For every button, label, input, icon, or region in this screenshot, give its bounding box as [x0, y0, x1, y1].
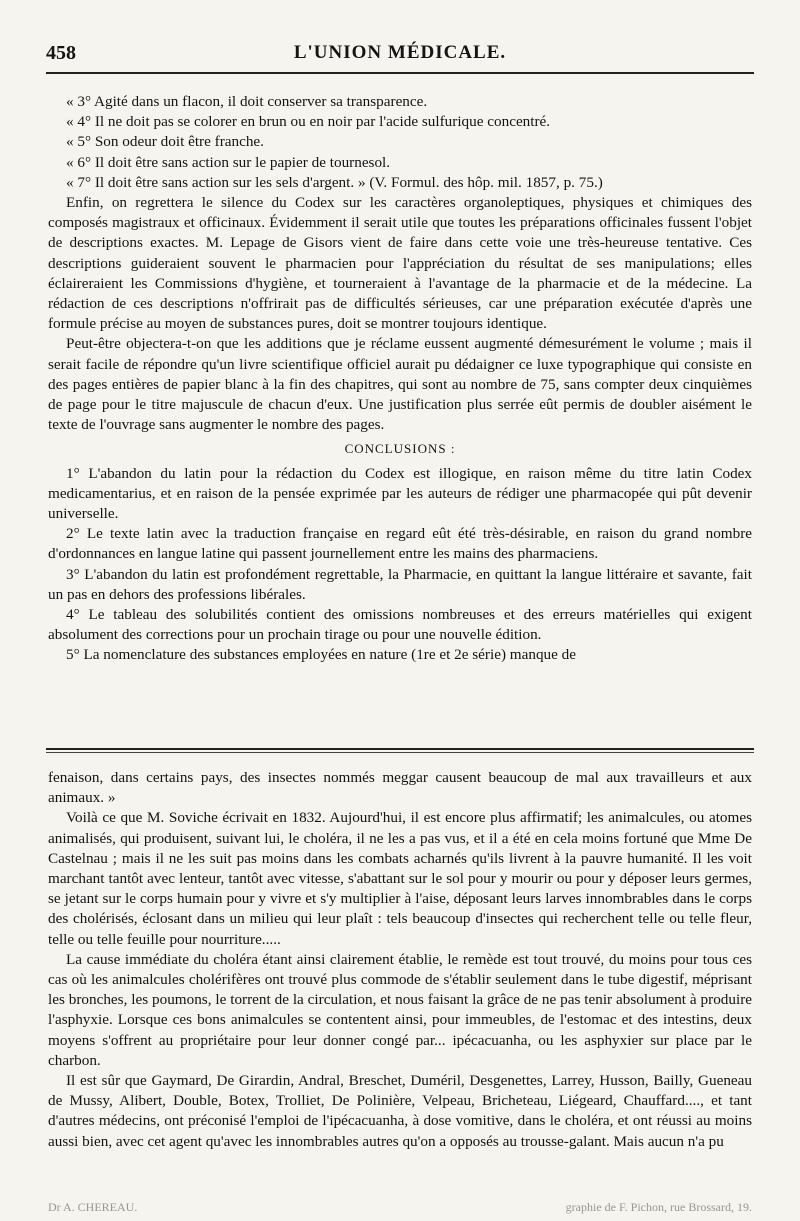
bleed-through-footer [48, 1200, 752, 1216]
feuilleton-divider-thin [46, 752, 754, 753]
feuilleton-divider [46, 748, 754, 750]
article-top-section [48, 92, 752, 738]
feuilleton-paragraph-2: Voilà ce que M. Soviche écrivait en 1832. Aujourd'hui, il est encore plus affirmatif; les animalcules, ou atomes animalisés, qui produisent, suivant lui, le choléra, il ne les a pas vus, et il a été en cela moins fortuné que Mme De Castelnau ; mais il ne les suit pas moins dans les combats acharnés qu'ils livrent à la pauvre humanité. Il les voit marchant tantôt avec lenteur, tantôt avec vitesse, s'abattant sur le sol pour y mourir ou pour y déposer leurs germes, se jetant sur le corps humain pour y vivre et s'y multiplier à l'aise, déposant leurs larves innombrables dans le corps des cholérisés, éclosant dans un milieu qui leur plaît : tels beaucoup d'insectes qui recherchent telle ou telle fleur, telle ou telle feuille pour nourriture..... [48, 809, 752, 948]
conclusion-1: 1° L'abandon du latin pour la rédaction du Codex est illogique, en raison même du titre latin Codex medicamentarius, et en raison de la pensée exprimée par les auteurs de rédiger une pharmacopée qui pût devenir universelle. [48, 464, 752, 523]
feuilleton-paragraph-3: La cause immédiate du choléra étant ainsi clairement établie, le remède est tout trouvé, du moins pour tous ces cas où les animalcules cholérifères ont trouvé plus commode de s'établir seulement dans le tube digestif, méprisant les bronches, les poumons, le torrent de la circulation, et nous faisant la grâce de ne pas tenir absolument à produire l'asphyxie. Lorsque ces bons animalcules se contentent ainsi, pour immeubles, de l'estomac et des intestins, deux moyens s'offrent au propriétaire pour leur donner congé par... ipécacuanha, ou les asphyxier sur place par le charbon. [48, 950, 752, 1069]
footer-left: Dr A. CHEREAU. [48, 1200, 138, 1214]
conclusion-5: 5° La nomenclature des substances employées en nature (1re et 2e série) manque de [66, 646, 577, 664]
feuilleton-paragraph-1: fenaison, dans certains pays, des insectes nommés meggar causent beaucoup de mal aux travailleurs et aux animaux. » [48, 769, 752, 807]
criterion-line-6: « 6° Il doit être sans action sur le papier de tournesol. [66, 153, 391, 171]
header-rule [46, 72, 754, 74]
conclusion-3: 3° L'abandon du latin est profondément regrettable, la Pharmacie, en quittant la langue littéraire et savante, fait un pas en dehors des professions libérales. [48, 565, 752, 603]
criterion-line-7: « 7° Il doit être sans action sur les sels d'argent. » (V. Formul. des hôp. mil. 1857, p. 75.) [66, 173, 603, 191]
footer-right: graphie de F. Pichon, rue Brossard, 19. [565, 1200, 752, 1214]
conclusion-4: 4° Le tableau des solubilités contient des omissions nombreuses et des erreurs matérielles qui exigent absolument des corrections pour un prochain tirage ou pour une nouvelle édition. [48, 606, 752, 644]
criterion-line-3: « 3° Agité dans un flacon, il doit conserver sa transparence. [66, 93, 428, 110]
conclusions-heading: CONCLUSIONS : [344, 441, 456, 457]
criterion-line-4: « 4° Il ne doit pas se colorer en brun ou en noir par l'acide sulfurique concentré. [66, 113, 551, 131]
paragraph-volume: Peut-être objectera-t-on que les additions que je réclame eussent augmenté démesurément le volume ; mais il serait facile de répondre qu'un livre scientifique officiel aurait pu dédaigner ce luxe typographique qui consiste en des pages entières de papier blanc à la fin des chapitres, qui sont au nombre de 75, sans compter deux cinquièmes de page pour le titre majuscule de chacun d'eux. Une justification plus serrée eût permis de doubler aisément le texte de l'ouvrage sans augmenter le nombre des pages. [48, 335, 752, 434]
feuilleton-section [48, 768, 752, 1198]
paragraph-organoleptic: Enfin, on regrettera le silence du Codex sur les caractères organoleptiques, physiques et chimiques des composés magistraux et officinaux. Évidemment il serait utile que toutes les préparations officinales fussent l'objet de descriptions exactes. M. Lepage de Gisors vient de faire dans cette voie une très-heureuse tentative. Ces descriptions guideraient souvent le pharmacien pour l'appréciation du résultat de ses manipulations; elles éclaireraient les Commissions d'hygiène, et tourneraient à l'avantage de la pharmacie et de la médecine. La rédaction de ces descriptions n'offrirait pas de difficultés sérieuses, car une préparation exécutée d'après une formule précise au moyen de substances pures, doit se montrer toujours identique. [48, 194, 752, 333]
conclusion-2: 2° Le texte latin avec la traduction française en regard eût été très-désirable, en raison du grand nombre d'ordonnances en langue latine qui passent journellement entre les mains des pharmaciens. [48, 525, 752, 563]
journal-title: L'UNION MÉDICALE. [293, 42, 507, 63]
page-number: 458 [46, 42, 76, 64]
criterion-line-5: « 5° Son odeur doit être franche. [66, 133, 264, 151]
feuilleton-paragraph-4: Il est sûr que Gaymard, De Girardin, Andral, Breschet, Duméril, Desgenettes, Larrey, Husson, Bailly, Gueneau de Mussy, Alibert, Double, Botex, Trolliet, De Polinière, Velpeau, Bricheteau, Liégeard, Chauffard...., et tant d'autres médecins, ont préconisé l'emploi de l'ipécacuanha, à dose vomitive, dans le choléra, et ont réussi au moins aussi bien, avec cet agent qu'avec les innombrables autres qu'on a opposés au trousse-galant. Mais aucun n'a pu [48, 1072, 752, 1150]
running-head [46, 42, 754, 66]
